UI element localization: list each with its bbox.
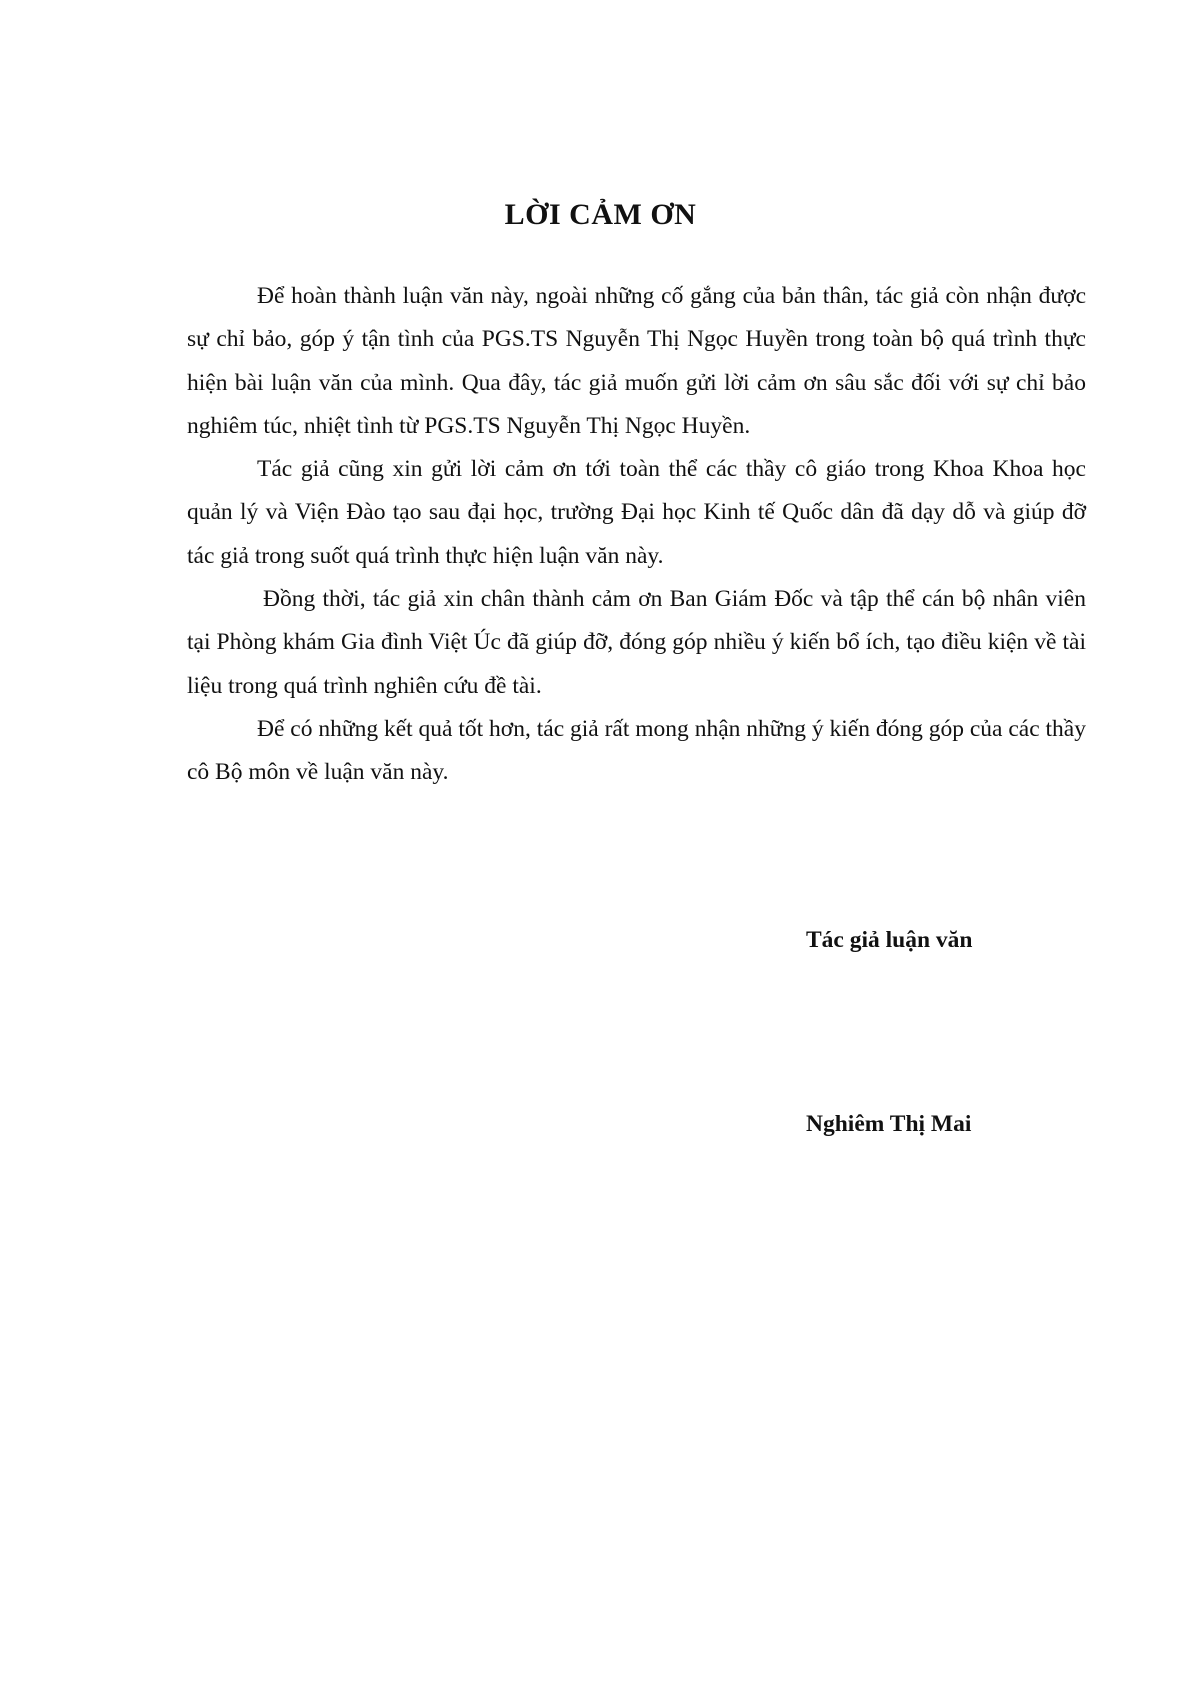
- paragraph-3: Đồng thời, tác giả xin chân thành cảm ơn Ban Giám Đốc và tập thể cán bộ nhân viên tại Phòng khám Gia đình Việt Úc đã giúp đỡ, đóng góp nhiều ý kiến bổ ích, tạo điều kiện về tài liệu trong quá trình nghiên cứu đề tài.: [187, 586, 1086, 699]
- paragraph-2: Tác giả cũng xin gửi lời cảm ơn tới toàn thể các thầy cô giáo trong Khoa Khoa học quản lý và Viện Đào tạo sau đại học, trường Đại học Kinh tế Quốc dân đã dạy dỗ và giúp đỡ tác giả trong suốt quá trình thực hiện luận văn này.: [187, 456, 1086, 569]
- paragraph-1: Để hoàn thành luận văn này, ngoài những cố gắng của bản thân, tác giả còn nhận được sự chỉ bảo, góp ý tận tình của PGS.TS Nguyễn Thị Ngọc Huyền trong toàn bộ quá trình thực hiện bài luận văn của mình. Qua đây, tác giả muốn gửi lời cảm ơn sâu sắc đối với sự chỉ bảo nghiêm túc, nhiệt tình từ PGS.TS Nguyễn Thị Ngọc Huyền.: [187, 283, 1086, 439]
- page-title: LỜI CẢM ƠN: [504, 198, 697, 231]
- paragraph-4: Để có những kết quả tốt hơn, tác giả rất mong nhận những ý kiến đóng góp của các thầy cô Bộ môn về luận văn này.: [187, 715, 1086, 786]
- signature-label: Tác giả luận văn: [806, 927, 973, 953]
- acknowledgement-body: [187, 275, 1086, 795]
- author-name: Nghiêm Thị Mai: [806, 1111, 972, 1137]
